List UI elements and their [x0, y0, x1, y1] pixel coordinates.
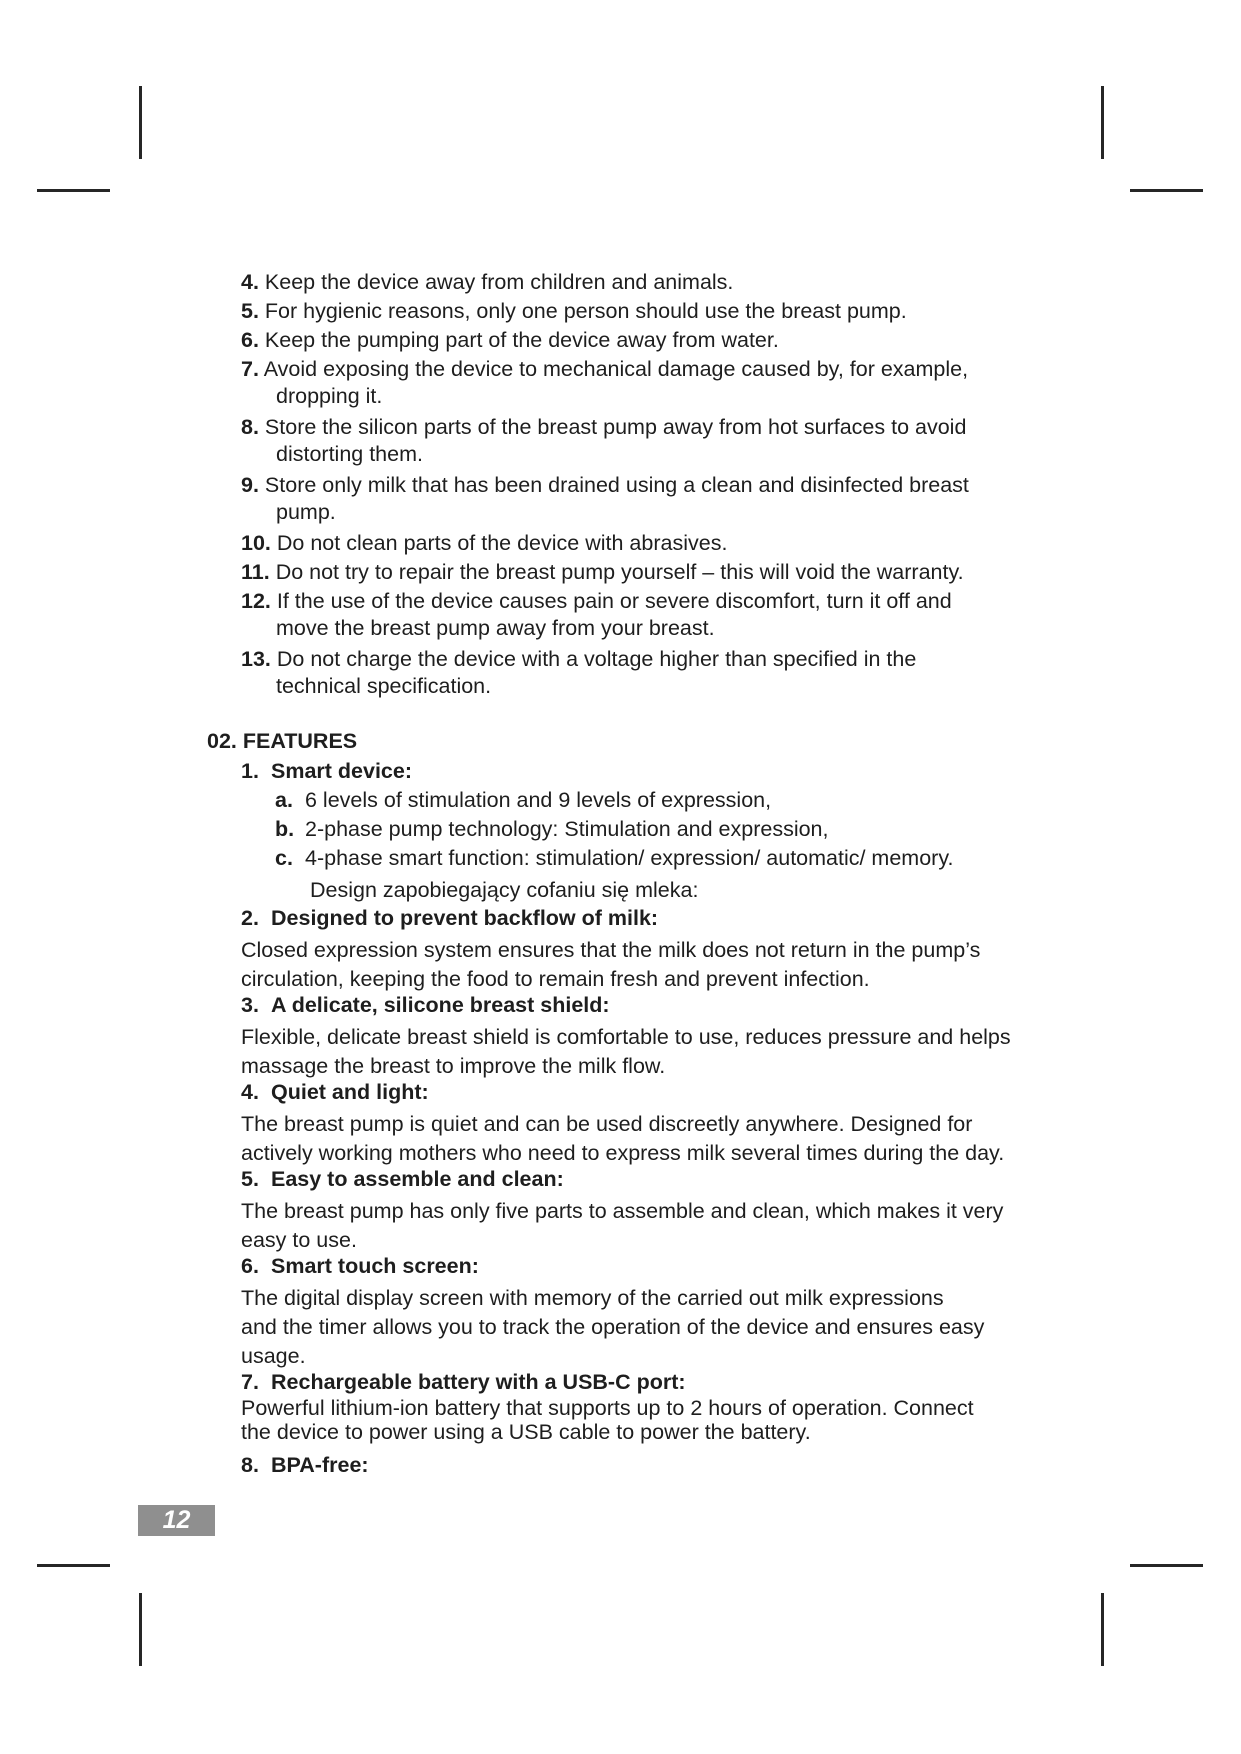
crop-mark-top-left-horizontal — [37, 189, 110, 192]
feature-title: Designed to prevent backflow of milk: — [271, 906, 659, 930]
sub-list-item — [275, 845, 953, 872]
list-item-number: 4. — [241, 270, 259, 294]
feature-number: 4. — [241, 1080, 259, 1104]
list-item — [241, 414, 1041, 468]
crop-mark-top-right-vertical — [1101, 86, 1104, 159]
list-item — [241, 269, 1041, 296]
list-item — [241, 646, 1041, 700]
crop-mark-bottom-right-horizontal — [1130, 1564, 1203, 1567]
feature-heading — [241, 1369, 686, 1396]
list-item-number: 7. — [241, 357, 259, 381]
feature-number: 8. — [241, 1453, 259, 1477]
feature-number: 6. — [241, 1254, 259, 1278]
feature-heading — [241, 1166, 564, 1193]
feature-title: BPA-free: — [271, 1453, 369, 1477]
list-item-number: 6. — [241, 328, 259, 352]
crop-mark-top-left-vertical — [139, 86, 142, 159]
feature-description — [241, 1110, 1051, 1168]
list-item — [241, 356, 1041, 410]
feature-title: Quiet and light: — [271, 1080, 429, 1104]
description-line: Powerful lithium-ion battery that supports up to 2 hours of operation. Connect — [241, 1396, 974, 1420]
list-item-number: 8. — [241, 415, 259, 439]
description-line: The breast pump is quiet and can be used discreetly anywhere. Designed for — [241, 1112, 973, 1136]
section-heading: 02. FEATURES — [207, 729, 358, 753]
feature-note: Design zapobiegający cofaniu się mleka: — [310, 878, 699, 902]
description-line: The breast pump has only five parts to assemble and clean, which makes it very — [241, 1199, 1004, 1223]
list-item-text: Do not clean parts of the device with abrasives. — [276, 531, 728, 555]
feature-description — [241, 936, 1051, 994]
page-number: 12 — [138, 1505, 215, 1536]
crop-mark-bottom-left-vertical — [139, 1593, 142, 1666]
feature-title: Smart device: — [271, 759, 413, 783]
description-line: Flexible, delicate breast shield is comfortable to use, reduces pressure and helps — [241, 1025, 1011, 1049]
list-item-continuation: move the breast pump away from your breast. — [276, 616, 715, 640]
feature-heading — [241, 1452, 369, 1479]
feature-number: 2. — [241, 906, 259, 930]
list-item-number: 5. — [241, 299, 259, 323]
feature-description — [241, 1396, 1051, 1444]
list-item-text: Store only milk that has been drained using a clean and disinfected breast — [264, 473, 969, 497]
feature-heading — [241, 992, 610, 1019]
list-item-number: 11. — [241, 560, 270, 584]
list-item-continuation: dropping it. — [276, 384, 383, 408]
feature-number: 5. — [241, 1167, 259, 1191]
list-item-text: Do not try to repair the breast pump yourself – this will void the warranty. — [275, 560, 964, 584]
list-item-number: 13. — [241, 647, 271, 671]
description-line: The digital display screen with memory of the carried out milk expressions — [241, 1286, 944, 1310]
feature-number: 7. — [241, 1370, 259, 1394]
description-line: usage. — [241, 1344, 306, 1368]
list-item-continuation: pump. — [276, 500, 336, 524]
sub-list-letter: c. — [275, 846, 293, 870]
feature-description — [241, 1023, 1051, 1081]
sub-list-text: 6 levels of stimulation and 9 levels of expression, — [305, 788, 772, 812]
list-item-number: 9. — [241, 473, 259, 497]
feature-title: Rechargeable battery with a USB-C port: — [271, 1370, 686, 1394]
sub-list-item — [275, 816, 829, 843]
list-item — [241, 530, 1041, 557]
list-item — [241, 298, 1041, 325]
list-item-text: Store the silicon parts of the breast pump away from hot surfaces to avoid — [264, 415, 967, 439]
list-item-text: Keep the device away from children and animals. — [264, 270, 734, 294]
feature-heading — [241, 1253, 479, 1280]
feature-title: Easy to assemble and clean: — [271, 1167, 564, 1191]
description-line: massage the breast to improve the milk flow. — [241, 1054, 666, 1078]
list-item-text: If the use of the device causes pain or severe discomfort, turn it off and — [276, 589, 952, 613]
feature-description — [241, 1284, 1051, 1371]
description-line: the device to power using a USB cable to power the battery. — [241, 1420, 811, 1444]
list-item — [241, 588, 1041, 642]
crop-mark-bottom-left-horizontal — [37, 1564, 110, 1567]
list-item-number: 10. — [241, 531, 271, 555]
feature-number: 3. — [241, 993, 259, 1017]
list-item — [241, 472, 1041, 526]
feature-heading — [241, 1079, 429, 1106]
description-line: easy to use. — [241, 1228, 357, 1252]
feature-heading — [241, 758, 412, 785]
sub-list-letter: a. — [275, 788, 293, 812]
list-item-continuation: technical specification. — [276, 674, 492, 698]
sub-list-item — [275, 787, 771, 814]
feature-title: A delicate, silicone breast shield: — [271, 993, 610, 1017]
crop-mark-bottom-right-vertical — [1101, 1593, 1104, 1666]
list-item-text: For hygienic reasons, only one person should use the breast pump. — [264, 299, 907, 323]
description-line: Closed expression system ensures that the milk does not return in the pump’s — [241, 938, 981, 962]
sub-list-letter: b. — [275, 817, 295, 841]
list-item-text: Keep the pumping part of the device away from water. — [264, 328, 779, 352]
list-item — [241, 327, 1041, 354]
feature-number: 1. — [241, 759, 259, 783]
sub-list-text: 4-phase smart function: stimulation/ expression/ automatic/ memory. — [305, 846, 954, 870]
feature-title: Smart touch screen: — [271, 1254, 479, 1278]
list-item — [241, 559, 1041, 586]
list-item-number: 12. — [241, 589, 271, 613]
sub-list-text: 2-phase pump technology: Stimulation and expression, — [305, 817, 829, 841]
list-item-continuation: distorting them. — [276, 442, 423, 466]
crop-mark-top-right-horizontal — [1130, 189, 1203, 192]
feature-heading — [241, 905, 658, 932]
feature-description — [241, 1197, 1051, 1255]
list-item-text: Avoid exposing the device to mechanical damage caused by, for example, — [263, 357, 969, 381]
description-line: actively working mothers who need to express milk several times during the day. — [241, 1141, 1005, 1165]
description-line: circulation, keeping the food to remain fresh and prevent infection. — [241, 967, 870, 991]
list-item-text: Do not charge the device with a voltage higher than specified in the — [276, 647, 917, 671]
description-line: and the timer allows you to track the operation of the device and ensures easy — [241, 1315, 985, 1339]
